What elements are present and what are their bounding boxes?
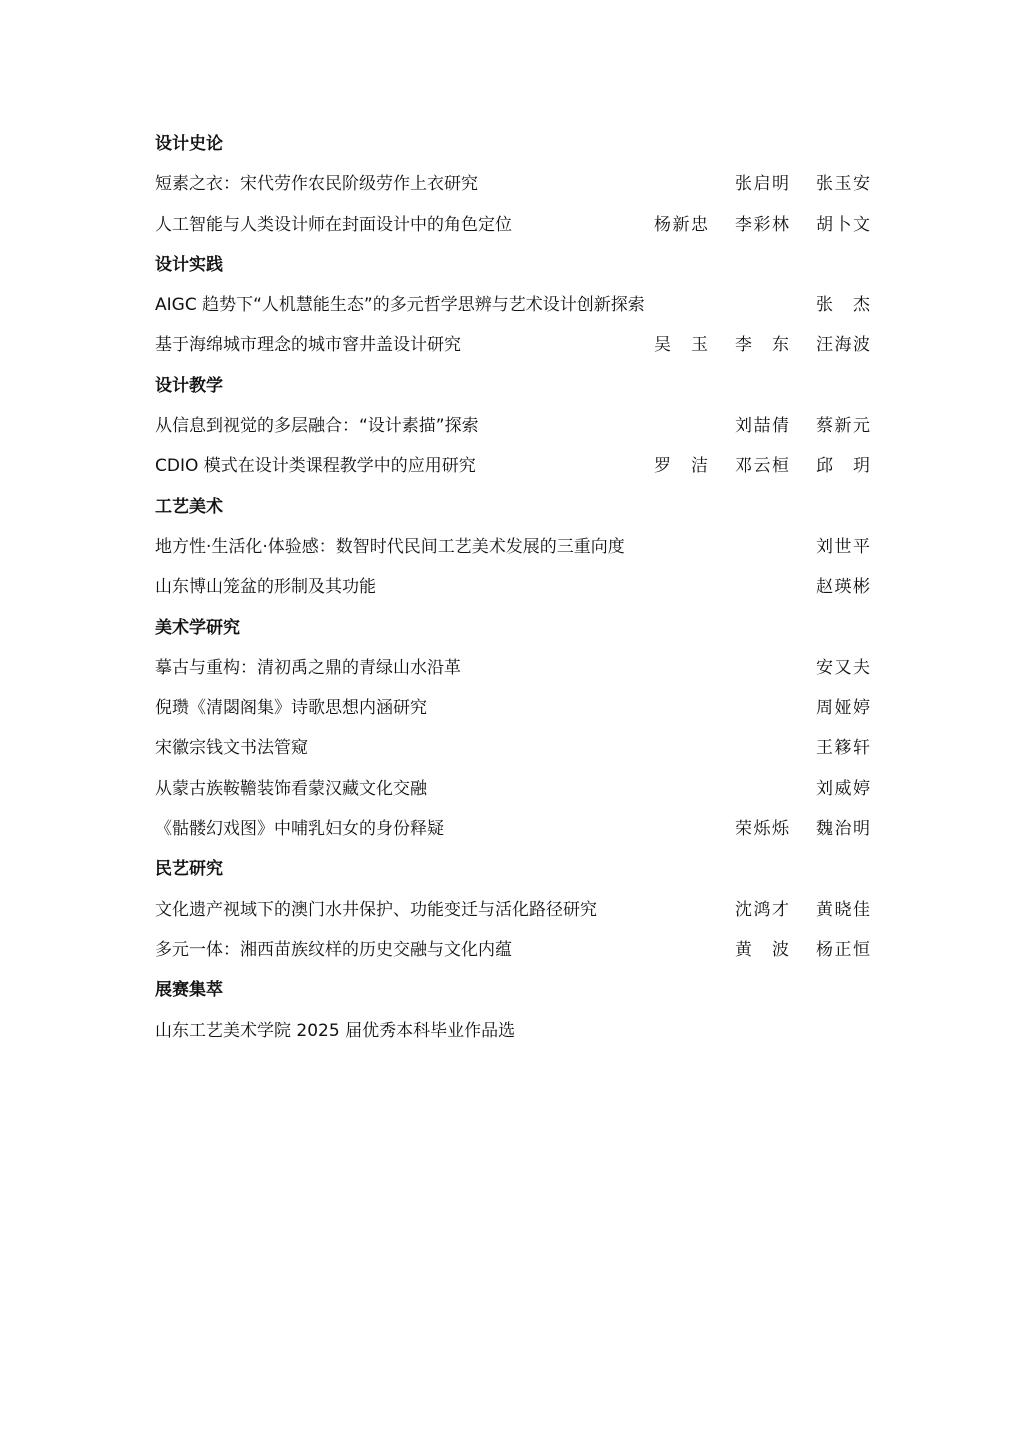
- toc-entry: [155, 285, 870, 325]
- article-title: 从蒙古族鞍韂装饰看蒙汉藏文化交融: [155, 778, 427, 799]
- article-title: 宋徽宗钱文书法管窥: [155, 738, 308, 759]
- toc-entry: [155, 164, 870, 204]
- author-list: [789, 527, 870, 567]
- article-title: 山东工艺美术学院 2025 届优秀本科毕业作品选: [155, 1020, 516, 1041]
- section-title: 工艺美术: [155, 496, 223, 517]
- toc-entry: [155, 446, 870, 486]
- toc-entry: [155, 688, 870, 728]
- toc-entry: [155, 527, 870, 567]
- toc-entry: [155, 930, 870, 970]
- author-name: 刘世平: [816, 536, 870, 557]
- article-title: 基于海绵城市理念的城市窨井盖设计研究: [155, 335, 461, 356]
- author-name: 张 杰: [816, 295, 870, 316]
- author-name: 李彩林: [735, 214, 789, 235]
- section-title: 民艺研究: [155, 859, 223, 880]
- author-name: 吴 玉: [654, 335, 708, 356]
- toc-entry: [155, 406, 870, 446]
- author-name: 刘威婷: [816, 778, 870, 799]
- section-title: 展赛集萃: [155, 980, 223, 1001]
- toc-entry: [155, 1011, 870, 1051]
- author-name: 荣烁烁: [735, 819, 789, 840]
- author-name: 邓云桓: [735, 456, 789, 477]
- author-list: [708, 164, 870, 204]
- article-title: 多元一体：湘西苗族纹样的历史交融与文化内蕴: [155, 939, 512, 960]
- author-name: 李 东: [735, 335, 789, 356]
- section-title: 设计教学: [155, 375, 223, 396]
- toc-entry: [155, 648, 870, 688]
- author-name: 黄 波: [735, 939, 789, 960]
- toc-entry: [155, 809, 870, 849]
- toc-entry: [155, 325, 870, 365]
- author-name: 张玉安: [816, 174, 870, 195]
- author-list: [627, 446, 870, 486]
- toc-entry: [155, 769, 870, 809]
- toc-entry: [155, 890, 870, 930]
- table-of-contents: [155, 124, 870, 1051]
- author-name: 赵瑛彬: [816, 577, 870, 598]
- author-name: 周娅婷: [816, 698, 870, 719]
- author-name: 刘喆倩: [735, 416, 789, 437]
- author-name: 安又夫: [816, 657, 870, 678]
- author-list: [708, 930, 870, 970]
- author-name: 汪海波: [816, 335, 870, 356]
- author-list: [789, 648, 870, 688]
- author-list: [708, 406, 870, 446]
- author-name: 蔡新元: [816, 416, 870, 437]
- author-name: 王簃轩: [816, 738, 870, 759]
- author-name: 杨正恒: [816, 939, 870, 960]
- article-title: CDIO 模式在设计类课程教学中的应用研究: [155, 456, 476, 477]
- article-title: 从信息到视觉的多层融合：“设计素描”探索: [155, 416, 479, 437]
- author-list: [789, 728, 870, 768]
- article-title: 倪瓒《清閟阁集》诗歌思想内涵研究: [155, 698, 427, 719]
- article-title: 《骷髅幻戏图》中哺乳妇女的身份释疑: [155, 819, 444, 840]
- author-list: [789, 688, 870, 728]
- toc-entry: [155, 728, 870, 768]
- article-title: 摹古与重构：清初禹之鼎的青绿山水沿革: [155, 657, 461, 678]
- author-list: [627, 325, 870, 365]
- article-title: 人工智能与人类设计师在封面设计中的角色定位: [155, 214, 512, 235]
- article-title: 短素之衣：宋代劳作农民阶级劳作上衣研究: [155, 174, 478, 195]
- author-name: 魏治明: [816, 819, 870, 840]
- article-title: AIGC 趋势下“人机慧能生态”的多元哲学思辨与艺术设计创新探索: [155, 295, 645, 316]
- section-title: 设计史论: [155, 134, 223, 154]
- author-list: [708, 890, 870, 930]
- article-title: 地方性·生活化·体验感：数智时代民间工艺美术发展的三重向度: [155, 536, 625, 557]
- article-title: 文化遗产视域下的澳门水井保护、功能变迁与活化路径研究: [155, 899, 597, 920]
- author-list: [789, 567, 870, 607]
- toc-entry: [155, 205, 870, 245]
- toc-entry: [155, 567, 870, 607]
- author-list: [789, 769, 870, 809]
- author-name: 杨新忠: [654, 214, 708, 235]
- author-name: 张启明: [735, 174, 789, 195]
- author-name: 邱 玥: [816, 456, 870, 477]
- author-name: 罗 洁: [654, 456, 708, 477]
- author-name: 沈鸿才: [735, 899, 789, 920]
- author-list: [708, 809, 870, 849]
- section-title: 美术学研究: [155, 617, 240, 638]
- section-title: 设计实践: [155, 254, 223, 275]
- author-list: [789, 285, 870, 325]
- author-name: 黄晓佳: [816, 899, 870, 920]
- author-name: 胡卜文: [816, 214, 870, 235]
- author-list: [627, 205, 870, 245]
- article-title: 山东博山笼盆的形制及其功能: [155, 577, 376, 598]
